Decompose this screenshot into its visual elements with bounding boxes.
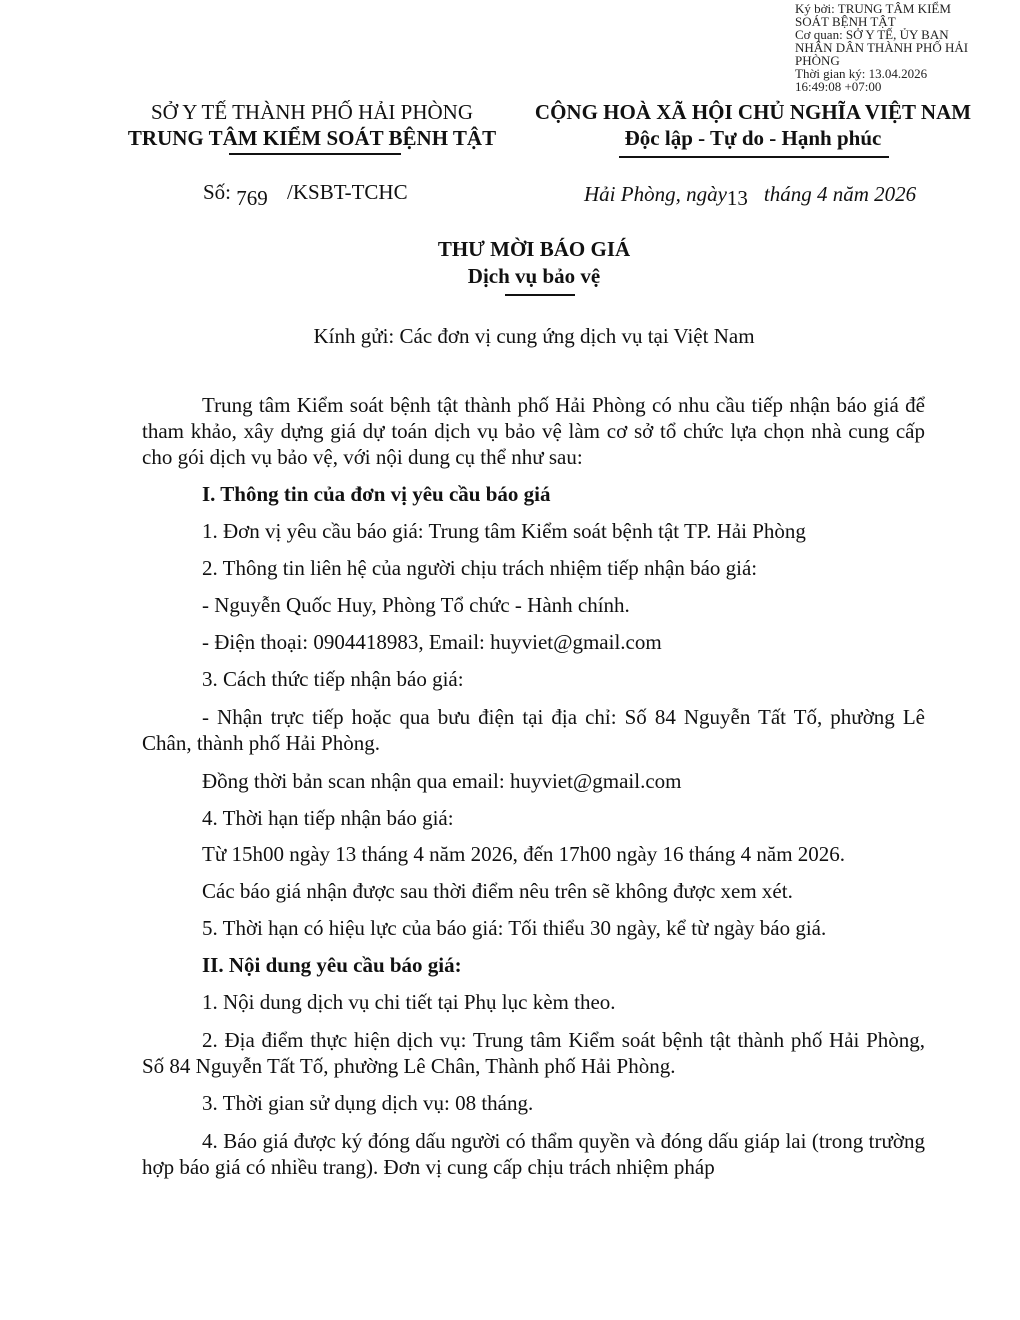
paragraph: 3. Thời gian sử dụng dịch vụ: 08 tháng. [202,1091,534,1115]
paragraph: - Nhận trực tiếp hoặc qua bưu điện tại địa chỉ: Số 84 Nguyễn Tất Tố, phường Lê Chân, thành phố Hải Phòng. [142,705,925,755]
recipient: Kính gửi: Các đơn vị cung ứng dịch vụ tại Việt Nam [313,324,755,348]
place-date [584,182,917,210]
number-label: Số: [203,180,232,204]
motto: Độc lập - Tự do - Hạnh phúc [624,126,882,150]
section-heading: I. Thông tin của đơn vị yêu cầu báo giá [202,482,551,506]
paragraph: 5. Thời hạn có hiệu lực của báo giá: Tối thiểu 30 ngày, kể từ ngày báo giá. [202,916,827,940]
date-prefix: Hải Phòng, ngày [584,182,727,206]
signature-line: NHÂN DÂN THÀNH PHỐ HẢI [795,40,969,55]
divider [619,156,889,158]
country-name: CỘNG HOÀ XÃ HỘI CHỦ NGHĨA VIỆT NAM [534,100,972,124]
section-heading: II. Nội dung yêu cầu báo giá: [202,953,462,977]
paragraph: 4. Thời hạn tiếp nhận báo giá: [202,806,454,830]
document-number [203,180,408,210]
paragraph: - Điện thoại: 0904418983, Email: huyviet@gmail.com [202,630,662,654]
divider [229,153,401,155]
signature-line: PHÒNG [795,53,840,68]
date-suffix: tháng 4 năm 2026 [763,182,917,206]
intro-paragraph: Trung tâm Kiểm soát bệnh tật thành phố Hải Phòng có nhu cầu tiếp nhận báo giá để tham khảo, xây dựng giá dự toán dịch vụ bảo vệ làm cơ sở tổ chức lựa chọn nhà cung cấp cho gói dịch vụ bảo vệ, với nội dung cụ thể như sau: [142,393,925,469]
paragraph: Từ 15h00 ngày 13 tháng 4 năm 2026, đến 17h00 ngày 16 tháng 4 năm 2026. [202,842,846,866]
paragraph: 2. Thông tin liên hệ của người chịu trách nhiệm tiếp nhận báo giá: [202,556,758,580]
document-subtitle: Dịch vụ bảo vệ [467,264,601,288]
number-code: /KSBT-TCHC [287,180,408,204]
paragraph: 3. Cách thức tiếp nhận báo giá: [202,667,464,691]
signature-line: Thời gian ký: 13.04.2026 [795,66,928,81]
divider [505,294,575,296]
center-name: TRUNG TÂM KIỂM SOÁT BỆNH TẬT [127,126,497,150]
agency-name: SỞ Y TẾ THÀNH PHỐ HẢI PHÒNG [150,100,473,124]
digital-signature-block [795,2,995,93]
signature-line: Cơ quan: SỞ Y TẾ, ỦY BAN [795,27,949,42]
date-day: 13 [726,186,748,210]
paragraph: 1. Nội dung dịch vụ chi tiết tại Phụ lục kèm theo. [202,990,616,1014]
paragraph: Các báo giá nhận được sau thời điểm nêu trên sẽ không được xem xét. [202,879,793,903]
paragraph: - Nguyễn Quốc Huy, Phòng Tổ chức - Hành chính. [202,593,630,617]
paragraph: 2. Địa điểm thực hiện dịch vụ: Trung tâm Kiểm soát bệnh tật thành phố Hải Phòng, Số 84 Nguyễn Tất Tố, phường Lê Chân, Thành phố Hải Phòng. [142,1028,925,1078]
document-title: THƯ MỜI BÁO GIÁ [437,237,631,261]
paragraph: Đồng thời bản scan nhận qua email: huyviet@gmail.com [202,769,682,793]
signature-line: Ký bởi: TRUNG TÂM KIỂM [795,1,951,16]
paragraph: 4. Báo giá được ký đóng dấu người có thẩm quyền và đóng dấu giáp lai (trong trường hợp báo giá có nhiều trang). Đơn vị cung cấp chịu trách nhiệm pháp [142,1129,925,1179]
paragraph: 1. Đơn vị yêu cầu báo giá: Trung tâm Kiểm soát bệnh tật TP. Hải Phòng [202,519,806,543]
signature-line: 16:49:08 +07:00 [795,79,882,94]
number-value: 769 [236,186,268,210]
signature-line: SOÁT BỆNH TẬT [795,14,896,29]
